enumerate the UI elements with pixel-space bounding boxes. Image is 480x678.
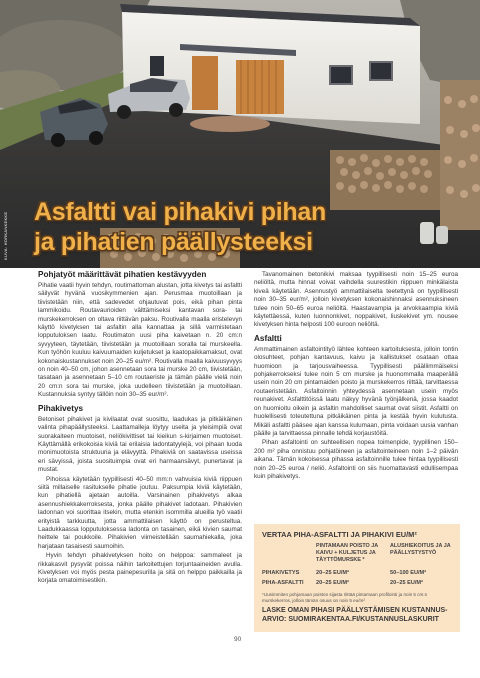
column-header-surfacing: ALUSHIEKOITUS JA JA PÄÄLLYSTYSTYÖ	[390, 543, 451, 557]
calculator-cta-line-1: LASKE OMAN PIHASI PÄÄLLYSTÄMISEN KUSTANNUS-	[262, 607, 448, 614]
left-column	[38, 268, 242, 587]
row-label-piha-asfaltti: PIHA-ASFALTTI	[262, 580, 304, 586]
paragraph: Ammattimainen asfaltointityö lähtee kohteen kartoituksesta, jolloin tontin olosuhteet, pohjan kantavuus, kaivu ja kallistukset osataan ottaa huomioon ja tarjousvaiheessa. Tyypillisesti päällimmäiseksi pohjakerrokseksi tulee noin 5 cm murske ja huonommalla maaperällä usein noin 20 cm pintamaiden poisto ja murskekerros riittää, tarvittaessa routaeristetään. Asfaltoinnin yhteydessä asennetaan usein myös reunakivet. Asfalttitöissä laatu näkyy hyvänä työnjälkenä, jossa kaadot on huomioitu oikein ja asfaltin mahdolliset saumat ovat siistit. Asfaltti on huolellisesti toteutettuna pitkäikäinen pinta ja kestää hyvin kulutusta. Mikäli asfaltti pääsee ajan kanssa kulumaan, pinta voidaan uusia vanhan päälle ja tarvittaessa pinnalle tehdä korjaustöitä.	[254, 345, 458, 437]
headline-line-2: ja pihatien päällysteeksi	[34, 228, 313, 256]
paragraph: Pihoissa käytetään tyypillisesti 40–50 mm:n vahvuisia kiviä riippuen siitä millaiselle rasitukselle pihatie joutuu. Paksumpia kiviä käytetään, kun pihatiellä ajetaan autoilla. Varsinainen pihakivetys alkaa asennushiekkakerroksesta, jonka päälle pihakivet ladotaan. Pihakivien ladonnan voi suorittaa itsekin, mutta etenkin isommilla alueilla työ vaatii erityistä tarkkuutta, jotta ammattilaisen käyttö on perusteltua. Laadukkaassa lopputuloksessa ladonta on tasainen, eikä kivien saumat heittele tai poukkoile. Pihakivien viimeistellään saumahiekalla, joka harjataan tasaisesti saumoihin.	[38, 475, 242, 550]
column-header-groundwork: PINTAMAAN POISTO JA KAIVU + KULJETUS JA TÄYTTÖMURSKE *	[316, 543, 378, 564]
paragraph: Betoniset pihakivet ja kivilaatat ovat suosittu, laadukas ja pitkäikäinen valinta pihapäällysteeksi. Laattamalleja löytyy useita ja yleisimpiä ovat suorakaiteen muotoiset, neliökivittiset tai kieikun s-kirjaimen muotoiset. Käyttämällä erikokoisia kiviä tai erilaisia ladontatyylejä, voi pihaan luoda monimuotoista struktuuria ja elävyyttä. Pihakiviä on saatavissa useissa eri sävyissä, joista suosituimpia ovat eri harmaansävyt, punertavat ja mustat.	[38, 415, 242, 474]
price-comparison-box	[254, 524, 460, 632]
right-column	[254, 268, 458, 482]
cell-value: 50–100 EU/M²	[390, 570, 427, 576]
cell-value: 20–25 EU/M²	[316, 570, 349, 576]
footnote: *Uusimmiten pohjamaan poiston sijasta riittää pintamaan profilointi ja noin 5 cm:n murskekerros, jolloin tämän osuus on noin 5 eu/m²	[262, 592, 428, 603]
calculator-cta-line-2: ARVIO: SUOMIRAKENTAA.FI/KUSTANNUSLASKURIT	[262, 616, 439, 623]
section-heading-asfaltti: Asfaltti	[254, 333, 282, 343]
paragraph: Hyvin tehdyn pihakivetyksen hoito on helppoa: sammaleet ja rikkakasvit pysyvät poissa näihin tarkoitettujen torjuntaaineiden avulla. Kivetyksen voi myös pesta painepesurilla ja sitä on helppo paikkailla ja korjata omatoimisestikin.	[38, 552, 242, 585]
cell-value: 20–25 EU/M²	[316, 580, 349, 586]
paragraph: Tavanomainen betonikivi maksaa tyypillisesti noin 15–25 euroa neliöltä, mutta hinnat voivat vaihdella suurestikin riippuen minkälaista kiveä käytetään. Asennustyö ammattilaiselta teetettynä on tyypillisesti noin 30–35 eur/m², jolloin kivetyksen kokonaishinnaksi asennuksineen tulee noin 50–65 euroa neliöltä. Haastavampia ja arvokkaampia kiviä käytettäessä, kuten luonnonkivet, noppakivet, liuskekivet ym. nousee kivetyksen hinta helposti 100 euroon neliöltä.	[254, 271, 458, 329]
photo-credit: KUVA: HORKANKEKKE	[3, 211, 8, 260]
comparison-title: VERTAA PIHA-ASFALTTI JA PIHAKIVI EU/M²	[262, 530, 417, 539]
cell-value: 20–25 EU/M²	[390, 580, 423, 586]
section-heading-pihakivetys: Pihakivetys	[38, 403, 84, 413]
paragraph: Pihatie vaatii hyvin tehdyn, routimattoman alustan, jotta kivetys tai asfaltti säilyvät hyvänä vuosikymmenien ajan. Perusmaa muotoillaan ja tiivistetään niin, että sadevedet ohjautuvat pois, eikä pihan pinta lammikoidu. Routavaurioiden välttämiseksi kantavan sora- tai murskekerroksen on oltava riittävän paksu. Routivalla maalla eristelevyn käyttö kivetyksen tai asfaltin alla kannattaa ja sillä varmistetaan lopputuloksen laatu. Routimaton uusi piha kaivetaan n. 20 cm:n syvyyteen, täytetään, tiivistetään ja muotoillaan soralla tai murskeella. Kun työhön kuuluu kaivuumaiden kuljetukset ja kaatopaikkamaksut, ovat kokonaiskustannukset noin 20–25 eu/m². Routivalla maalla kaivuusyvyys on noin 40–50 cm, johon asennetaan sora tai murske 20 cm, tiivistetään, tasataan ja asennetaan 5–10 cm routaeriste ja tämän päälle vielä noin 20 cm:n sora tai murske, joka uudelleen tiivistetään ja muotoillaan. Kustannuksia syntyy tällöin noin 30–35 eur/m².	[38, 282, 242, 399]
section-heading-pohjatyot: Pohjatyöt määrittävät pihatien kestävyyden	[38, 270, 207, 279]
row-label-pihakivetys: PIHAKIVETYS	[262, 570, 300, 576]
headline-line-1: Asfaltti vai pihakivi pihan	[34, 198, 326, 226]
article-headline	[34, 197, 326, 257]
paragraph: Pihan asfaltointi on suhteellisen nopea toimenpide, tyypillinen 150–200 m² piha onnistuu pohjatöineen ja asfaltointeineen noin 1–2 päivän aikana. Tämän kokoisessa pihassa asfaltoinnille tulee hintaa tyypillisesti noin 20–25 euroa / neliö. Asfaltointi on siis huomattavasti edullisempaa kuin pihakivetys.	[254, 439, 458, 480]
page-number: 90	[234, 636, 242, 643]
